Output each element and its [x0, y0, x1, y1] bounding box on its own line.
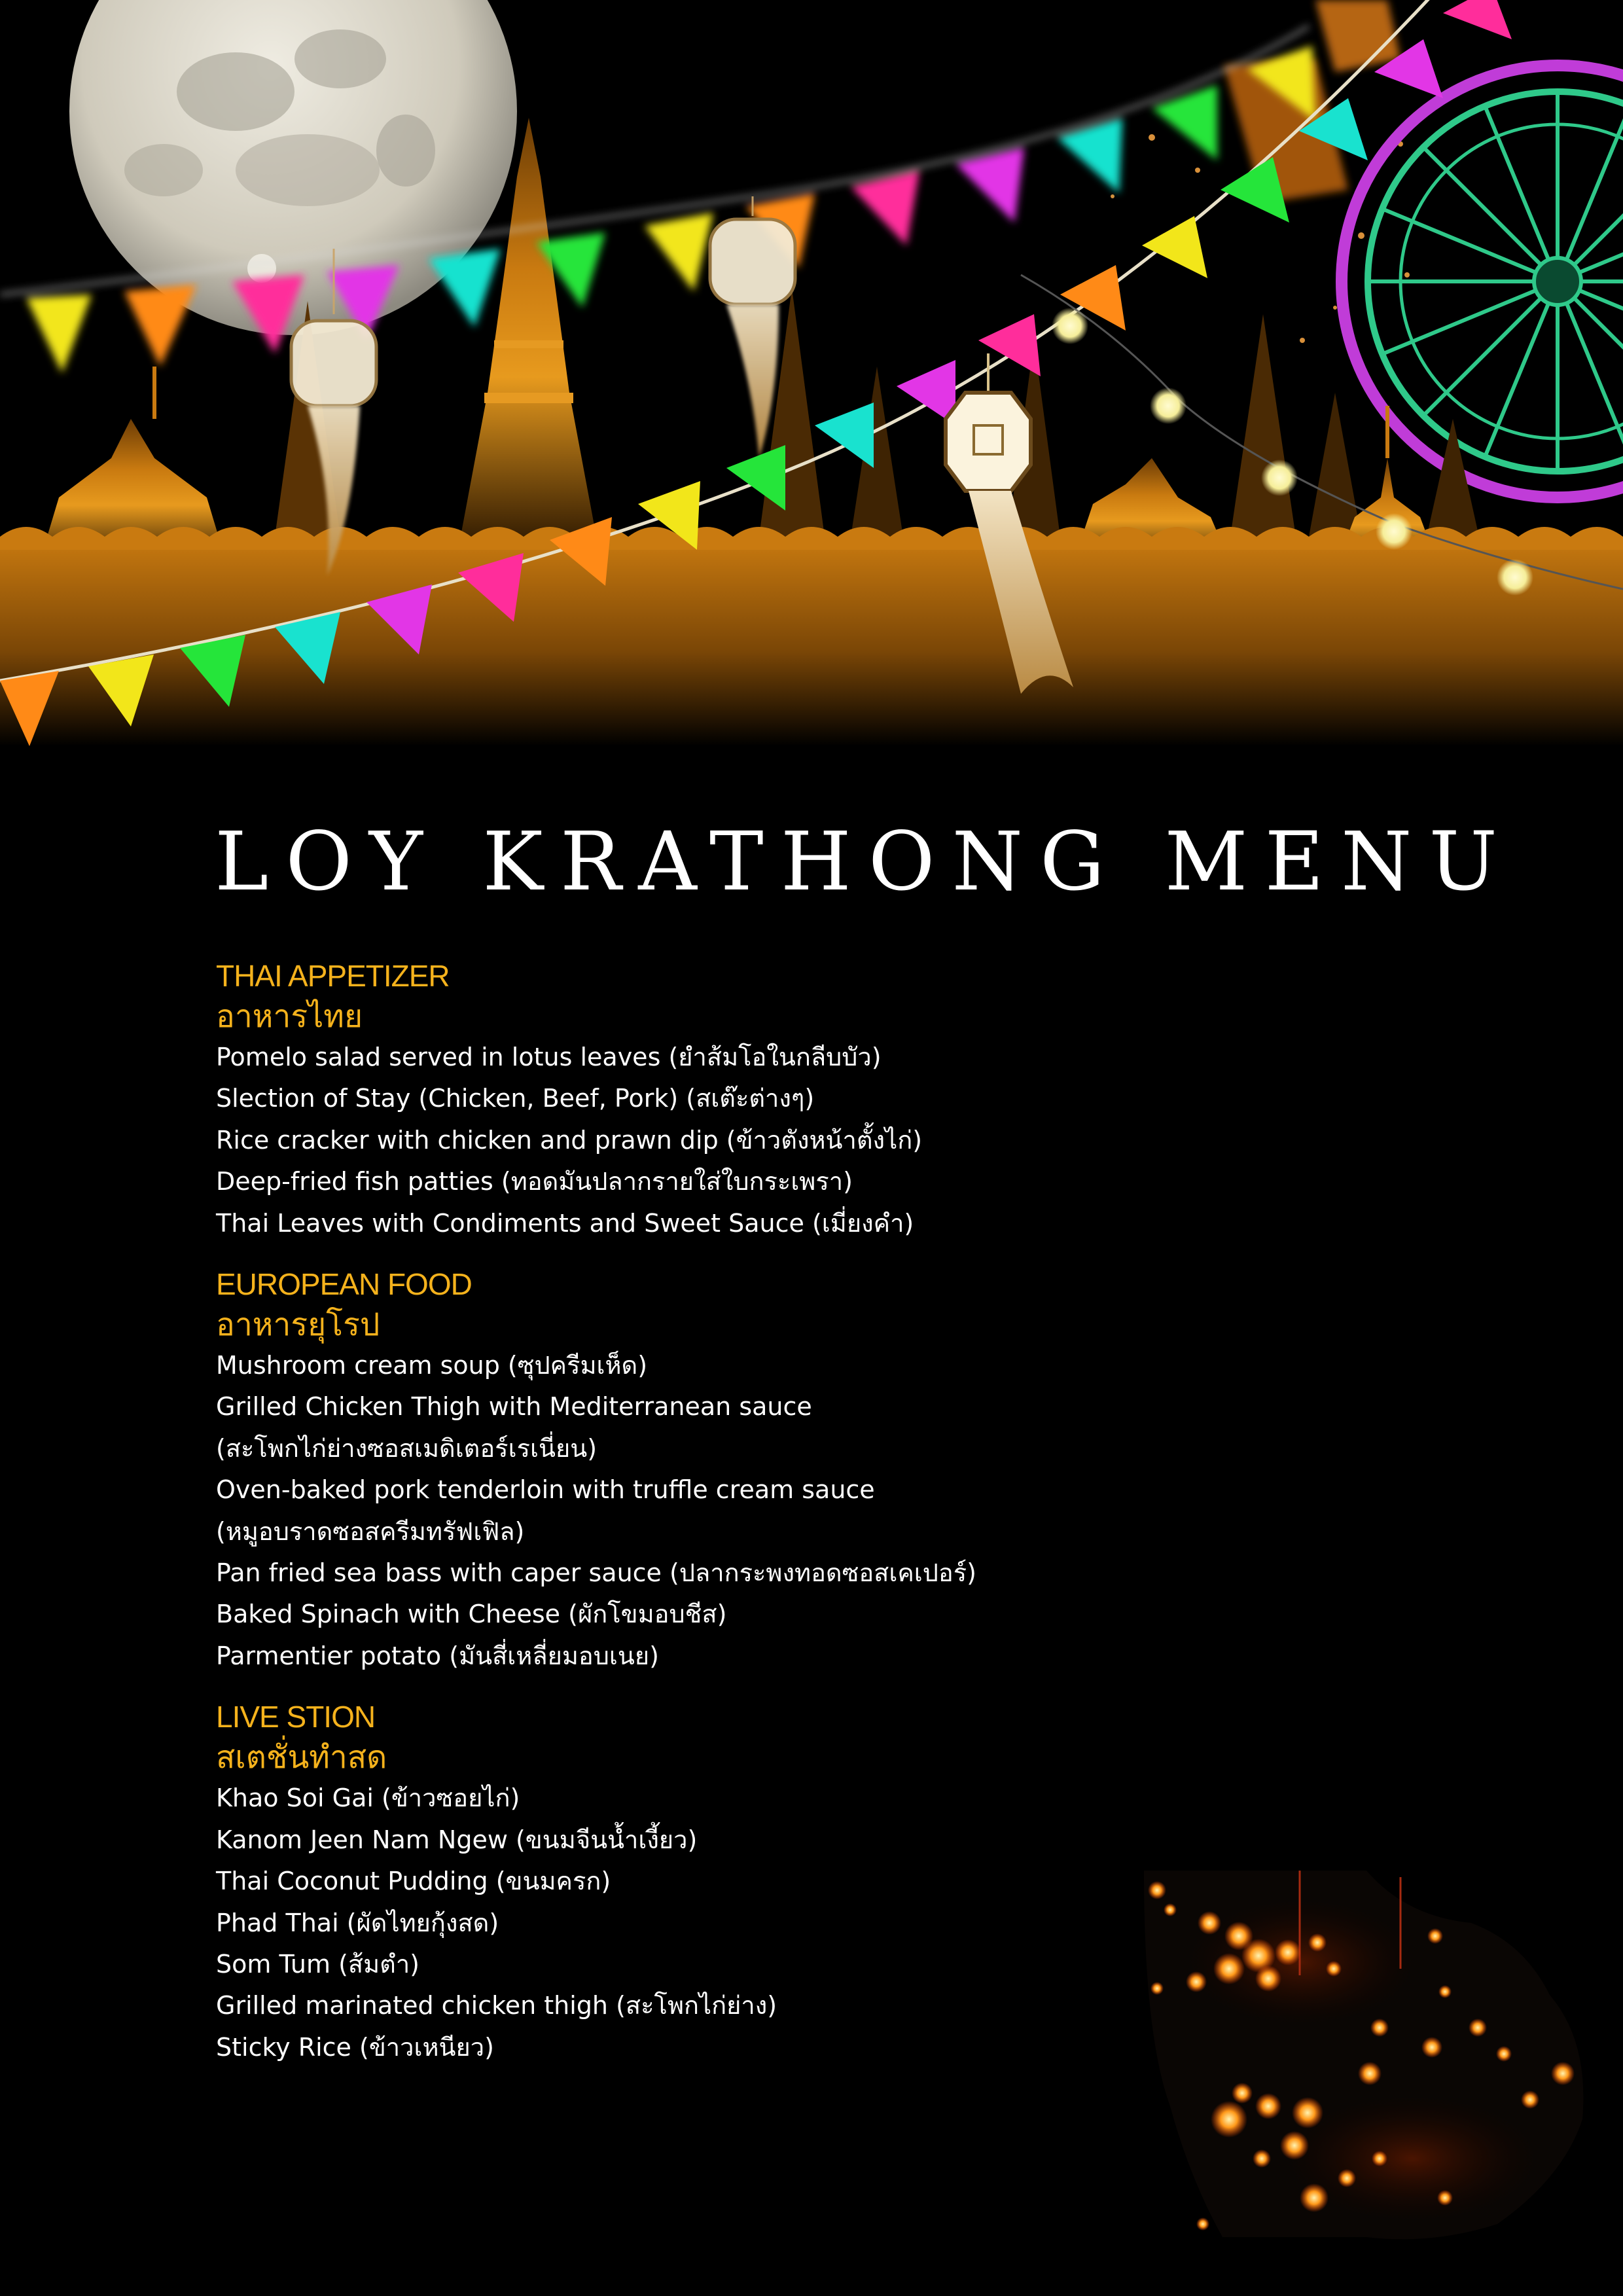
menu-item: Thai Coconut Pudding (ขนมครก): [216, 1867, 611, 1896]
header-illustration: [0, 0, 1623, 746]
menu-item: Grilled marinated chicken thigh (สะโพกไก่ย่าง): [216, 1991, 777, 2020]
menu-item: Mushroom cream soup (ซุปครีมเห็ด): [216, 1351, 648, 1380]
menu-item: Rice cracker with chicken and prawn dip (ข้าวตังหน้าตั้งไก่): [216, 1125, 923, 1155]
menu-item: (สะโพกไก่ย่างซอสเมดิเตอร์เรเนี่ยน): [216, 1433, 597, 1463]
menu-item: Deep-fried fish patties (ทอดมันปลากรายใส่ใบกระเพรา): [216, 1167, 853, 1196]
menu-item: (หมูอบราดซอสครีมทรัฟเฟิล): [216, 1516, 525, 1546]
section-title-th: อาหารไทย: [216, 998, 363, 1035]
menu-item: Pan fried sea bass with caper sauce (ปลากระพงทอดซอสเคเปอร์): [216, 1558, 976, 1588]
menu-item: Grilled Chicken Thigh with Mediterranean sauce: [216, 1392, 812, 1422]
menu-title: LOY KRATHONG MENU: [215, 815, 1515, 909]
section-title-th: อาหารยุโรป: [216, 1306, 380, 1344]
menu-item: Pomelo salad served in lotus leaves (ยำส้มโอในกลีบบัว): [216, 1043, 882, 1071]
menu-item: Som Tum (ส้มตำ): [216, 1949, 419, 1979]
section-title-en: EUROPEAN FOOD: [216, 1267, 472, 1302]
section-european-food: [216, 1264, 1394, 1677]
section-title-en: THAI APPETIZER: [216, 959, 450, 993]
menu-item: Oven-baked pork tenderloin with truffle cream sauce: [216, 1475, 875, 1505]
menu-item: Khao Soi Gai (ข้าวซอยไก่): [216, 1784, 520, 1813]
menu-item: Kanom Jeen Nam Ngew (ขนมจีนน้ำเงี้ยว): [216, 1825, 698, 1854]
menu-item: Sticky Rice (ข้าวเหนียว): [216, 2032, 494, 2062]
menu-item: Parmentier potato (มันสี่เหลี่ยมอบเนย): [216, 1641, 659, 1670]
menu-item: Phad Thai (ผัดไทยกุ้งสด): [216, 1908, 499, 1937]
section-title-en: LIVE STION: [216, 1700, 376, 1734]
floating-krathong-photo: [1131, 1871, 1589, 2245]
menu-item: Slection of Stay (Chicken, Beef, Pork) (สเต๊ะต่างๆ): [216, 1084, 815, 1113]
section-title-th: สเตชั่นทำสด: [216, 1739, 387, 1776]
menu-item: Baked Spinach with Cheese (ผักโขมอบชีส): [216, 1600, 727, 1629]
section-thai-appetizer: [216, 956, 1394, 1244]
menu-item: Thai Leaves with Condiments and Sweet Sauce (เมี่ยงคำ): [216, 1208, 914, 1238]
